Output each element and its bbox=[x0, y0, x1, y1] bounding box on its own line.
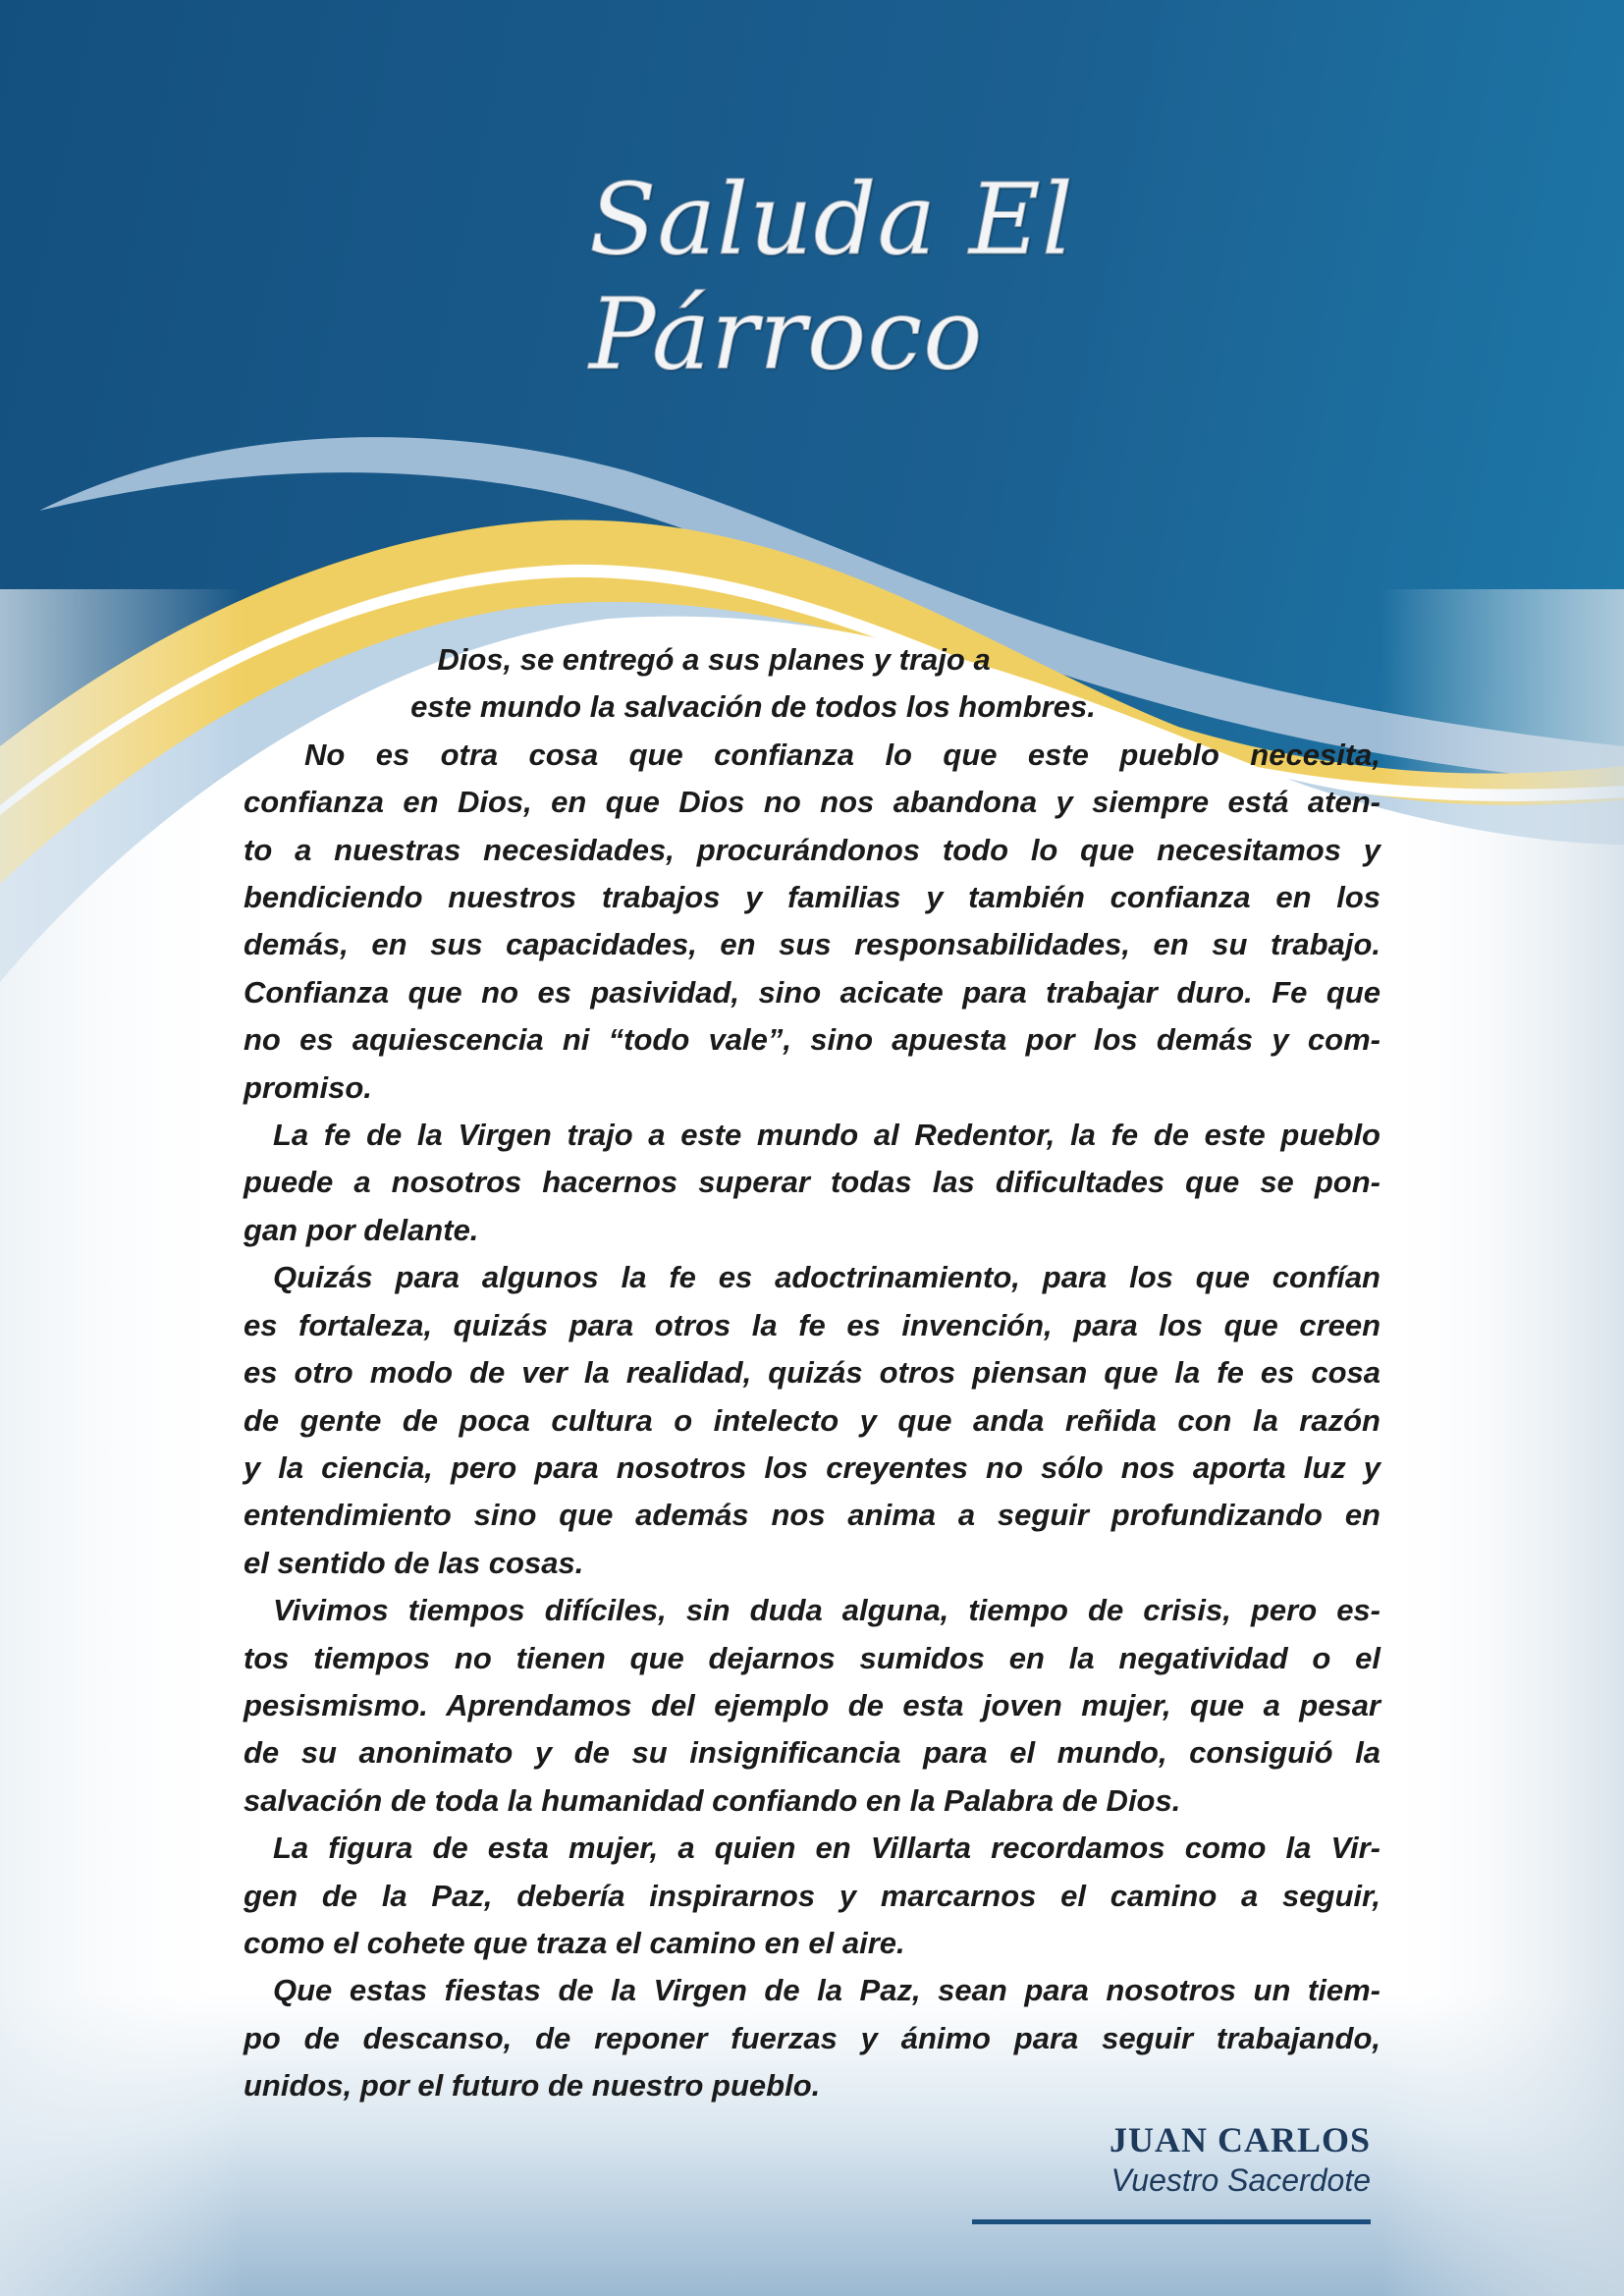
page-title: Saluda El Párroco bbox=[589, 162, 1074, 392]
text-line: de gente de poca cultura o intelecto y que anda reñida con la razón bbox=[244, 1402, 1380, 1438]
text-line: unidos, por el futuro de nuestro pueblo. bbox=[244, 2068, 821, 2104]
text-line: no es aquiescencia ni “todo vale”, sino apuesta por los demás y com- bbox=[244, 1022, 1380, 1058]
text-line: este mundo la salvación de todos los hombres. bbox=[410, 689, 1096, 725]
text-line: Vivimos tiempos difíciles, sin duda alguna, tiempo de crisis, pero es- bbox=[273, 1593, 1380, 1628]
paragraph bbox=[244, 636, 1380, 732]
text-line: pesismismo. Aprendamos del ejemplo de esta joven mujer, que a pesar bbox=[244, 1687, 1380, 1722]
text-line: y la ciencia, pero para nosotros los creyentes no sólo nos aporta luz y bbox=[244, 1449, 1380, 1485]
text-line: demás, en sus capacidades, en sus responsabilidades, en su trabajo. bbox=[244, 927, 1380, 962]
text-line: de su anonimato y de su insignificancia para el mundo, consiguió la bbox=[244, 1735, 1380, 1771]
text-line: confianza en Dios, en que Dios no nos abandona y siempre está aten- bbox=[244, 785, 1380, 820]
text-line: es otro modo de ver la realidad, quizás otros piensan que la fe es cosa bbox=[244, 1355, 1380, 1391]
text-line: como el cohete que traza el camino en el aire. bbox=[244, 1925, 905, 1960]
article-body bbox=[244, 636, 1380, 2110]
paragraph bbox=[244, 1967, 1380, 2109]
signature-role: Vuestro Sacerdote bbox=[1110, 2162, 1371, 2198]
text-line: tos tiempos no tienen que dejarnos sumidos en la negatividad o el bbox=[244, 1640, 1380, 1675]
text-line: Que estas fiestas de la Virgen de la Paz, sean para nosotros un tiem- bbox=[273, 1973, 1380, 2008]
text-line: es fortaleza, quizás para otros la fe es invención, para los que creen bbox=[244, 1307, 1380, 1342]
text-line: promiso. bbox=[244, 1069, 372, 1105]
text-line: Confianza que no es pasividad, sino acicate para trabajar duro. Fe que bbox=[244, 974, 1380, 1010]
text-line: el sentido de las cosas. bbox=[244, 1545, 584, 1580]
paragraph bbox=[244, 732, 1380, 1112]
text-line: No es otra cosa que confianza lo que este pueblo necesita, bbox=[304, 737, 1380, 772]
text-line: bendiciendo nuestros trabajos y familias y también confianza en los bbox=[244, 880, 1380, 915]
signature-divider bbox=[972, 2219, 1371, 2224]
paragraph bbox=[244, 1825, 1380, 1967]
text-line: La fe de la Virgen trajo a este mundo al Redentor, la fe de este pueblo bbox=[273, 1118, 1380, 1153]
text-line: Dios, se entregó a sus planes y trajo a bbox=[437, 642, 991, 677]
signature-block bbox=[1110, 2119, 1371, 2199]
text-line: puede a nosotros hacernos superar todas las dificultades que se pon- bbox=[244, 1165, 1380, 1200]
text-line: gen de la Paz, debería inspirarnos y marcarnos el camino a seguir, bbox=[244, 1878, 1380, 1913]
text-line: to a nuestras necesidades, procurándonos todo lo que necesitamos y bbox=[244, 832, 1380, 867]
text-line: po de descanso, de reponer fuerzas y ánimo para seguir trabajando, bbox=[244, 2020, 1380, 2055]
paragraph bbox=[244, 1587, 1380, 1825]
text-line: entendimiento sino que además nos anima a seguir profundizando en bbox=[244, 1498, 1380, 1533]
paragraph bbox=[244, 1112, 1380, 1254]
text-line: salvación de toda la humanidad confiando en la Palabra de Dios. bbox=[244, 1782, 1181, 1818]
signature-name: JUAN CARLOS bbox=[1109, 2120, 1371, 2159]
text-line: gan por delante. bbox=[244, 1212, 479, 1247]
text-line: La figura de esta mujer, a quien en Villarta recordamos como la Vir- bbox=[273, 1831, 1380, 1866]
paragraph bbox=[244, 1254, 1380, 1587]
text-line: Quizás para algunos la fe es adoctrinamiento, para los que confían bbox=[273, 1260, 1380, 1295]
